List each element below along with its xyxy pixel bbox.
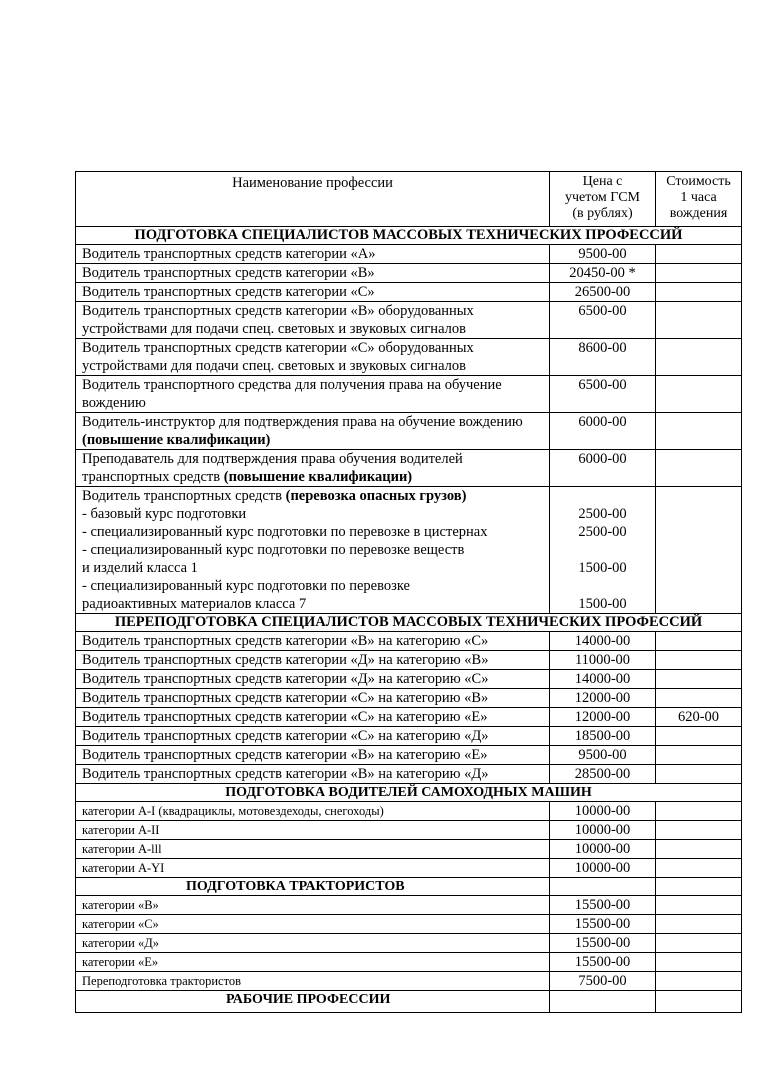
- course-line: - специализированный курс подготовки по перевозке: [82, 578, 410, 594]
- hour-cost-value: [656, 413, 742, 450]
- price-value: 6500-00: [550, 302, 656, 339]
- table-row: [76, 802, 742, 821]
- hazard-note: (перевозка опасных грузов): [285, 488, 467, 504]
- hour-cost-value: [656, 953, 742, 972]
- hour-cost-value: [656, 915, 742, 934]
- hour-cost-value: 620-00: [656, 708, 742, 727]
- course-line: и изделий класса 1: [82, 560, 198, 576]
- profession-name: Водитель транспортных средств категории «Д» на категорию «В»: [76, 651, 550, 670]
- section-heading-row: [76, 614, 742, 632]
- table-row: [76, 840, 742, 859]
- table-row: [76, 302, 742, 339]
- course-line: - базовый курс подготовки: [82, 506, 247, 522]
- table-row: [76, 765, 742, 784]
- profession-name: категории «Д»: [76, 934, 550, 953]
- course-line: радиоактивных материалов класса 7: [82, 596, 307, 612]
- price-value: 10000-00: [550, 821, 656, 840]
- price-value: 28500-00: [550, 765, 656, 784]
- profession-name: Водитель транспортных средств категории «С»: [76, 283, 550, 302]
- profession-name: Водитель транспортных средств (перевозка опасных грузов) - базовый курс подготовки - специализированный курс подготовки по перевозке в цистернах - специализированный курс подготовки по перевозке веществ и изделий класса 1 - специализированный курс подготовки по перевозке радиоактивных материалов класса 7: [76, 487, 550, 614]
- table-header-row: [76, 172, 742, 227]
- table-row: [76, 283, 742, 302]
- table-row: [76, 746, 742, 765]
- hour-cost-value: [656, 651, 742, 670]
- profession-name: Водитель транспортных средств категории «В» оборудованных устройствами для подачи спец. световых и звуковых сигналов: [76, 302, 550, 339]
- hour-cost-value: [656, 283, 742, 302]
- table-row: [76, 934, 742, 953]
- table-row: [76, 689, 742, 708]
- hour-cost-value: [656, 972, 742, 991]
- price-value: 7500-00: [550, 972, 656, 991]
- price-value: 15500-00: [550, 915, 656, 934]
- price-value: 12000-00: [550, 689, 656, 708]
- table-row: [76, 413, 742, 450]
- table-row: [76, 339, 742, 376]
- hour-cost-value: [656, 376, 742, 413]
- hour-cost-value: [656, 302, 742, 339]
- hour-cost-value: [656, 339, 742, 376]
- hour-cost-value: [656, 765, 742, 784]
- section-heading-row: [76, 991, 742, 1013]
- table-row: [76, 670, 742, 689]
- hour-cost-value: [656, 896, 742, 915]
- profession-name: Водитель транспортных средств категории «В»: [76, 264, 550, 283]
- hour-cost-value: [656, 264, 742, 283]
- table-row: [76, 376, 742, 413]
- hour-cost-value: [656, 746, 742, 765]
- hour-cost-value: [656, 840, 742, 859]
- table-row: [76, 859, 742, 878]
- price-value: 18500-00: [550, 727, 656, 746]
- table-row: [76, 651, 742, 670]
- profession-name: категории А-I (квадрациклы, мотовездеходы, снегоходы): [76, 802, 550, 821]
- column-header-hour-cost: Стоимость 1 часа вождения: [656, 172, 742, 227]
- section-heading-row: [76, 784, 742, 802]
- course-line: - специализированный курс подготовки по перевозке веществ: [82, 542, 465, 558]
- price-value: 14000-00: [550, 632, 656, 651]
- section-title-working-professions: РАБОЧИЕ ПРОФЕССИИ: [76, 991, 550, 1013]
- profession-name: Водитель транспортных средств категории «С» оборудованных устройствами для подачи спец. световых и звуковых сигналов: [76, 339, 550, 376]
- profession-name: Водитель транспортных средств категории «С» на категорию «Е»: [76, 708, 550, 727]
- profession-name: Преподаватель для подтверждения права обучения водителей транспортных средств (повышение квалификации): [76, 450, 550, 487]
- profession-name: Водитель транспортных средств категории «А»: [76, 245, 550, 264]
- course-line: - специализированный курс подготовки по перевозке в цистернах: [82, 524, 488, 540]
- hour-cost-value: [656, 450, 742, 487]
- hour-cost-value: [656, 859, 742, 878]
- table-row: [76, 708, 742, 727]
- price-value: 6500-00: [550, 376, 656, 413]
- section-title-retraining: ПЕРЕПОДГОТОВКА СПЕЦИАЛИСТОВ МАССОВЫХ ТЕХНИЧЕСКИХ ПРОФЕССИЙ: [76, 614, 742, 632]
- hour-cost-value: [656, 670, 742, 689]
- price-value: 9500-00: [550, 245, 656, 264]
- hour-cost-value: [656, 632, 742, 651]
- profession-name: категории А-YI: [76, 859, 550, 878]
- qualification-note: (повышение квалификации): [82, 432, 271, 448]
- profession-name: Водитель транспортных средств категории «С» на категорию «Д»: [76, 727, 550, 746]
- price-value: 10000-00: [550, 840, 656, 859]
- price-value: 2500-00: [578, 506, 627, 522]
- price-value: 15500-00: [550, 934, 656, 953]
- section-title-self-propelled: ПОДГОТОВКА ВОДИТЕЛЕЙ САМОХОДНЫХ МАШИН: [76, 784, 742, 802]
- price-value: 15500-00: [550, 896, 656, 915]
- table-row: [76, 915, 742, 934]
- price-value: 11000-00: [550, 651, 656, 670]
- table-row: [76, 821, 742, 840]
- table-row: [76, 953, 742, 972]
- hour-cost-value: [656, 934, 742, 953]
- price-value: 6000-00: [550, 413, 656, 450]
- table-row: [76, 450, 742, 487]
- profession-name: Водитель транспортных средств категории «С» на категорию «В»: [76, 689, 550, 708]
- hour-cost-value: [656, 487, 742, 614]
- profession-name: Водитель транспортных средств категории «В» на категорию «С»: [76, 632, 550, 651]
- table-row: [76, 896, 742, 915]
- hour-cost-value: [656, 821, 742, 840]
- profession-name: Переподготовка трактористов: [76, 972, 550, 991]
- price-value: 1500-00: [578, 560, 627, 576]
- profession-name: категории «Е»: [76, 953, 550, 972]
- price-value: 14000-00: [550, 670, 656, 689]
- price-value: 8600-00: [550, 339, 656, 376]
- section-title-training: ПОДГОТОВКА СПЕЦИАЛИСТОВ МАССОВЫХ ТЕХНИЧЕСКИХ ПРОФЕССИЙ: [76, 227, 742, 245]
- profession-name: Водитель транспортного средства для получения права на обучение вождению: [76, 376, 550, 413]
- profession-name: категории А-lll: [76, 840, 550, 859]
- table-row: [76, 264, 742, 283]
- price-value: 20450-00 *: [550, 264, 656, 283]
- profession-name: Водитель транспортных средств категории «В» на категорию «Д»: [76, 765, 550, 784]
- price-value: 6000-00: [550, 450, 656, 487]
- profession-name: Водитель-инструктор для подтверждения права на обучение вождению (повышение квалификации): [76, 413, 550, 450]
- price-column: [550, 487, 656, 614]
- price-value: 15500-00: [550, 953, 656, 972]
- table-row: [76, 632, 742, 651]
- section-heading-row: [76, 227, 742, 245]
- price-value: 10000-00: [550, 802, 656, 821]
- table-row: [76, 972, 742, 991]
- price-value: 12000-00: [550, 708, 656, 727]
- column-header-price: Цена с учетом ГСМ (в рублях): [550, 172, 656, 227]
- price-value: 26500-00: [550, 283, 656, 302]
- column-header-name: Наименование профессии: [76, 172, 550, 227]
- section-heading-row: [76, 878, 742, 896]
- hour-cost-value: [656, 689, 742, 708]
- price-value: 1500-00: [578, 596, 627, 612]
- table-row: [76, 245, 742, 264]
- profession-name: категории «С»: [76, 915, 550, 934]
- hour-cost-value: [656, 802, 742, 821]
- price-value: 9500-00: [550, 746, 656, 765]
- profession-name: Водитель транспортных средств категории «В» на категорию «Е»: [76, 746, 550, 765]
- hour-cost-value: [656, 727, 742, 746]
- price-table: [75, 171, 742, 1013]
- hour-cost-value: [656, 245, 742, 264]
- section-title-tractor: ПОДГОТОВКА ТРАКТОРИСТОВ: [76, 878, 550, 896]
- table-row-hazardous-cargo: [76, 487, 742, 614]
- price-value: 2500-00: [578, 524, 627, 540]
- qualification-note: (повышение квалификации): [223, 469, 413, 485]
- profession-name: категории «В»: [76, 896, 550, 915]
- profession-name: категории А-II: [76, 821, 550, 840]
- table-row: [76, 727, 742, 746]
- price-value: 10000-00: [550, 859, 656, 878]
- profession-name: Водитель транспортных средств категории «Д» на категорию «С»: [76, 670, 550, 689]
